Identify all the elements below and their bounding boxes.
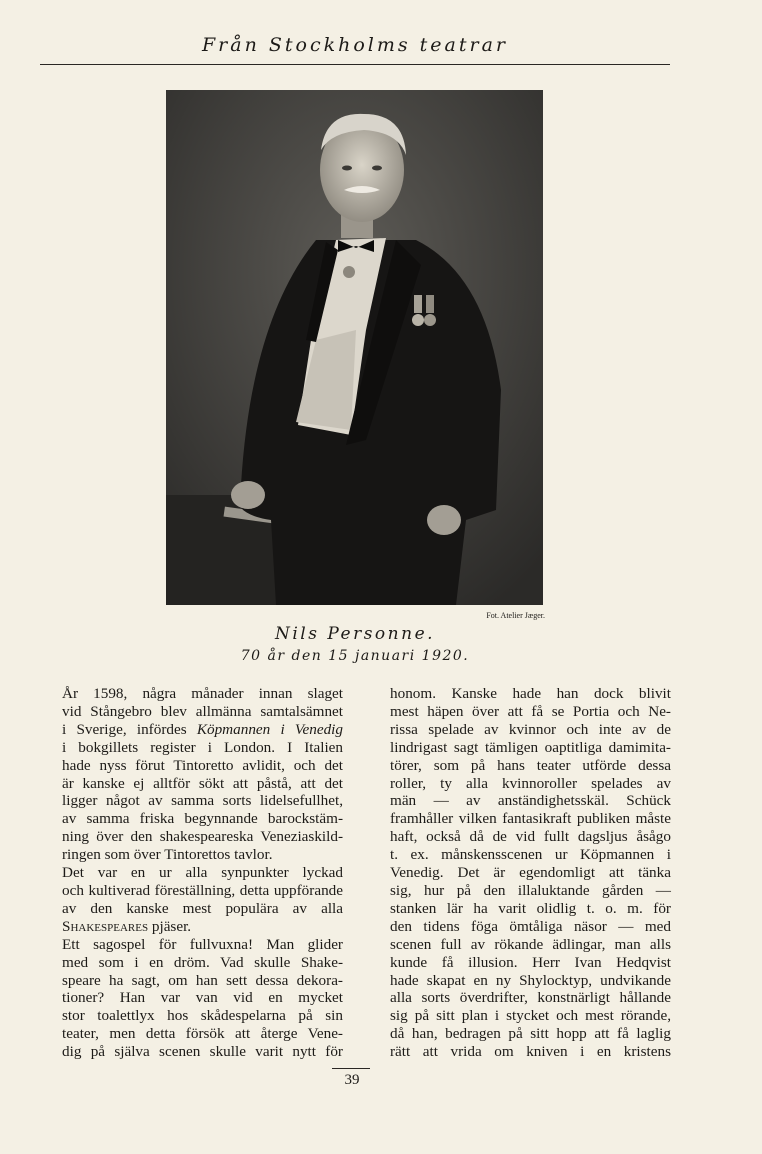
text-line: ringen som över Tintorettos tavlor. xyxy=(62,846,273,864)
text-line xyxy=(62,918,343,936)
text-column-right xyxy=(390,685,671,1061)
text-line: hade nyss förut Tintoretto avlidit, och det xyxy=(62,756,343,774)
text-line: Ett sagospel för fullvuxna! Man glider xyxy=(62,935,343,953)
header-rule xyxy=(40,64,670,65)
text-line: törer, som på hans teater utförde dessa xyxy=(390,756,671,774)
text-line: med som i en dröm. Vad skulle Shake- xyxy=(62,953,343,971)
text-line: t. ex. månskensscenen ur Köpmannen i xyxy=(390,846,671,864)
text-line: Venedig. Det är egendomligt att tänka xyxy=(390,864,671,882)
text-line: haft, också då de vid fullt dagsljus åsågo xyxy=(390,828,671,846)
text-line: alla sorts överdrifter, konstnärligt hållande xyxy=(390,989,671,1007)
text-line: tioner? Han var van vid en mycket xyxy=(62,989,343,1007)
text-line: då han, bedragen på sitt hopp att få laglig xyxy=(390,1025,671,1043)
text-line: År 1598, några månader innan slaget xyxy=(62,685,343,702)
caption-date: 70 år den 15 januari 1920. xyxy=(240,648,470,664)
text-line xyxy=(62,721,343,739)
text-line: speare ha sagt, om han sett dessa dekora- xyxy=(62,971,343,989)
text-fragment: i Sverige, infördes xyxy=(62,720,187,738)
running-title: Från Stockholms teatrar xyxy=(201,34,508,56)
author-name: Shakespeares xyxy=(62,917,149,935)
text-line: hade skapat en ny Shylocktyp, undvikande xyxy=(390,971,671,989)
photo-credit: Fot. Atelier Jæger. xyxy=(486,611,545,620)
text-column-left xyxy=(62,685,343,1061)
text-line: lindrigast sagt tämligen oaptitliga damimita- xyxy=(390,738,671,756)
text-line: av samma friska begynnande barockstäm- xyxy=(62,810,343,828)
text-line: sig på sitt plan i stycket och mest rörande, xyxy=(390,1007,671,1025)
text-line: Det var en ur alla synpunkter lyckad xyxy=(62,864,343,882)
text-line: är kanske ej alltför sökt att påstå, att det xyxy=(62,774,343,792)
text-line: roller, ty alla kvinnoroller spelades av xyxy=(390,774,671,792)
text-line: ning över den shakespeareska Veneziaskild- xyxy=(62,828,343,846)
text-line: sig, hur på den illaluktande gården — xyxy=(390,881,671,899)
text-line: dig på själva scenen skulle varit nytt för xyxy=(62,1043,343,1061)
portrait-illustration xyxy=(166,90,543,605)
text-line: ligger något av samma sorts lidelsefullhet, xyxy=(62,792,343,810)
text-line: och kultiverad föreställning, detta uppförande xyxy=(62,881,343,899)
text-line: framhåller vilken fantasikraft publiken måste xyxy=(390,810,671,828)
text-line: stanken lär ha varit olidlig t. o. m. för xyxy=(390,899,671,917)
text-line: i bokgillets register i London. I Italien xyxy=(62,738,343,756)
text-line: rissa spelade av kvinnor och inte av de xyxy=(390,720,671,738)
text-fragment: pjäser. xyxy=(151,917,192,935)
text-line: män — av anständighetsskäl. Schück xyxy=(390,792,671,810)
caption-name: Nils Personne. xyxy=(274,624,436,644)
text-line: vid Stångebro blev allmänna samtalsämnet xyxy=(62,702,343,720)
text-line: kunde få illusion. Herr Ivan Hedqvist xyxy=(390,953,671,971)
text-line: honom. Kanske hade han dock blivit xyxy=(390,685,671,702)
portrait-photo xyxy=(166,90,543,605)
text-line: stor toalettlyx hos skådespelarna på sin xyxy=(62,1007,343,1025)
text-line: teater, men detta försök att återge Vene- xyxy=(62,1025,343,1043)
play-title: Köpmannen i Venedig xyxy=(196,720,343,738)
text-line: mest häpen över att få se Portia och Ne- xyxy=(390,702,671,720)
text-line: scenen full av rökande ädlingar, man alls xyxy=(390,935,671,953)
text-line: rätt att vrida om kniven i en kristens xyxy=(390,1043,671,1061)
text-line: den tidens föga ömtåliga näsor — med xyxy=(390,917,671,935)
page-number: 39 xyxy=(344,1072,360,1088)
text-line: av den kanske mest populära av alla xyxy=(62,899,343,917)
page-number-rule xyxy=(332,1068,370,1069)
